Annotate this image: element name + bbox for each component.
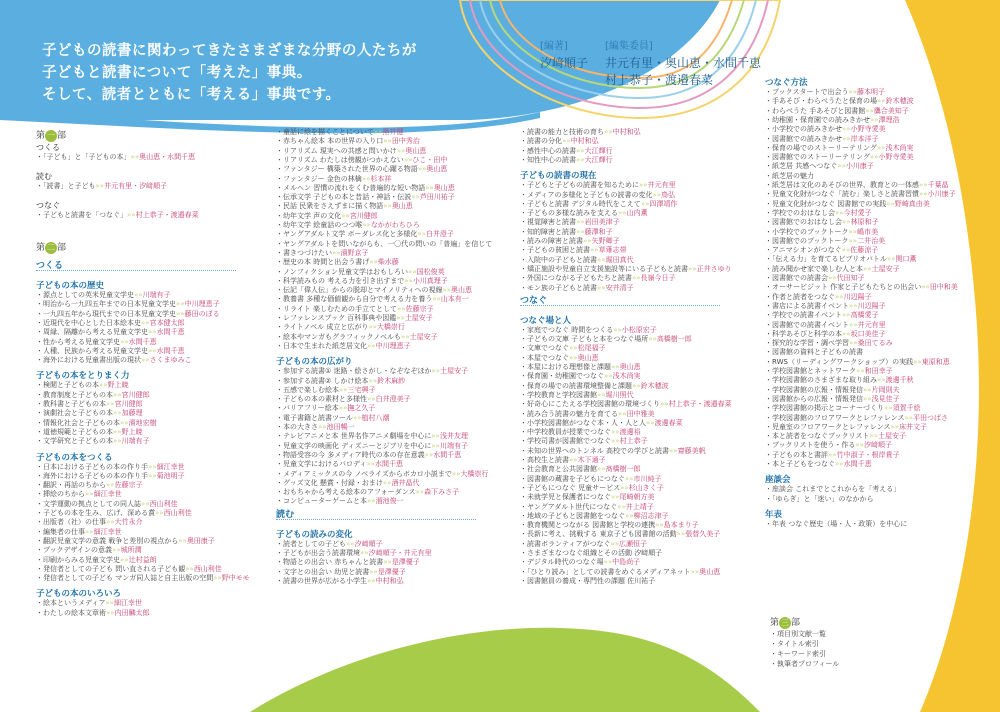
contents-entry: ・読み合う読書の魅力を育てる»»田中雅美: [520, 409, 655, 418]
contents-entry: ・作者と読者をつなぐ»»川辺陽子: [765, 292, 872, 301]
contents-entry: ・知的障害と読書»»藤澤和子: [520, 227, 613, 236]
contents-entry: ・感性中心の読書»»大江輝行: [520, 146, 613, 155]
category-heading: 子どもの読書の現在: [520, 171, 597, 182]
contents-entry: ・バリアフリー絵本»»撫之久子: [276, 404, 376, 413]
contents-entry: ・テレビアニメと本 世界名作アニメ劇場を中心に»»浅井友理: [276, 432, 468, 441]
contents-entry: ・伝承文学 子どもの本と昔話・神話・伝説»»芦田川祐子: [276, 193, 455, 202]
contents-entry: ・レファレンスブック 百科事典や図鑑»»土屋安子: [276, 314, 433, 322]
committee: [605, 38, 761, 89]
contents-entry: ・民話 民衆をさえずまに描く物語»»奥山恵: [276, 202, 413, 211]
contents-entry: ・社会教育と公共図書館»»髙橋樹一郎: [520, 465, 641, 474]
contents-entry: ・小学校でのブックトーク»»嶋市美: [765, 227, 879, 236]
contents-entry: ・わたしの絵本文章術»»内田麟太郎: [36, 608, 150, 617]
contents-entry: ・児童室のフロアワークとレファレンス»»床井文子: [765, 422, 928, 431]
contents-entry: ・「ひとり読み」としての読書をめぐるメディアネット»»奥山恵: [520, 567, 721, 576]
contents-entry: ・翻訳児童文学の意義 戦争と差別の視点から»»奥田康子: [36, 536, 215, 545]
tagline-line: 子どもと読書について「考えた」事典。: [42, 65, 312, 81]
section-divider: [276, 519, 476, 520]
committee-members: 村上恭子・渡邉春菜: [605, 73, 714, 87]
category-heading: 子どもの本をとりまく力: [36, 371, 130, 382]
committee-members: 井元有里・奥山恵・水間千恵: [605, 56, 762, 70]
contents-entry: ・教科書と子どもの本»»宮川健郎: [36, 400, 143, 408]
contents-entry: ・子どもの文庫 子どもと本をつなぐ場所»»高橋樹一郎: [520, 335, 692, 344]
contents-entry: ・伝記「偉人伝」からの脱却とマイノリティへの視線»»奥山恵: [276, 286, 473, 295]
contents-entry: ・図書館からの広報・情報発信»»浅見佳子: [765, 394, 900, 403]
part-number-badge: 三: [781, 617, 790, 627]
appendix-entry: ・執筆者プロフィール: [770, 660, 840, 668]
contents-entry: ・文学運動の拠点としての同人誌»»西山利佳: [36, 499, 178, 508]
section-heading: つなぐ: [520, 295, 548, 306]
contents-entry: ・アニマシオンがつなぐ»»佐藤涼子: [765, 246, 879, 255]
contents-entry: ・メディアミックスの今 ノベライズからボカロ小説まで»»大橋崇行: [276, 469, 489, 478]
contents-entry: ・メディアの多様化と子どもの読書の変化»»鳥弘: [520, 190, 676, 199]
contents-entry: ・リライト 楽しむための手立てとして»»佐藤宗子: [276, 304, 434, 313]
contents-entry: ・物語受容の今 多メディア時代の本の存在意義»»水間千恵: [276, 450, 462, 459]
contents-entry: ・知性中心の読書»»大江輝行: [520, 155, 613, 164]
contents-entry: ・デジタル時代のつなぐ場»»中島尚子: [520, 558, 641, 567]
contents-entry: ・「読書」と子ども»»井元有里・汐﨑順子: [36, 182, 168, 190]
contents-entry: ・学校図書館の掲示とコーナーづくり»»須賀千絵: [765, 404, 921, 413]
category-heading: 子どもの本の広がり: [276, 357, 353, 368]
contents-entry: ・コンピューターゲームと本»»溜池俊一: [276, 497, 404, 506]
contents-entry: ・日本における子どもの本の作り手»»細江幸世: [36, 462, 185, 471]
section-divider: [520, 305, 720, 306]
contents-entry: ・「ゆらぎ」と「迷い」のなかから: [765, 494, 874, 503]
contents-entry: ・ファンタジー 構築された世界の心躍る物語»»奥山恵: [276, 165, 448, 174]
contents-entry: ・読書の能力と技術の育ち»»中村和弘: [520, 128, 641, 136]
contents-entry: ・赤ちゃん絵本 本の世界の入り口»»田中秀治: [276, 137, 420, 146]
contents-entry: ・高校生と読書»»木下通子: [520, 456, 606, 464]
contents-entry: ・幼年文学 声の文化»»宮川健郎: [276, 211, 378, 220]
contents-entry: ・子どもの多様な読みを支える»»山内薫: [520, 209, 648, 218]
contents-entry: ・ブックデザインの意義»»城所潤: [36, 546, 142, 555]
contents-entry: ・電子書籍と読書ツール»»植村八潮: [276, 413, 390, 422]
contents-entry: ・保育の場でのストーリーテリング»»浅木尚実: [765, 143, 914, 152]
tagline: [42, 40, 417, 106]
contents-entry: ・矯正施設や児童自立支援施設等にいる子どもと読書»»正井さゆり: [520, 264, 732, 273]
contents-entry: ・読みの障害と読書»»矢野卿子: [520, 237, 620, 245]
part1-subheading: つくる: [36, 143, 60, 152]
contents-entry: ・性から考える児童文学史»»水間千恵: [36, 337, 157, 346]
contents-entry: ・教育制度と子どもの本»»宮川健郎: [36, 390, 150, 399]
section-heading: つくる: [36, 261, 64, 271]
contents-entry: ・文学研究と子どもの本»»川端有子: [36, 437, 150, 446]
contents-entry: ・児童文学におけるパロディ»»水間千恵: [276, 460, 404, 469]
contents-entry: ・五感で楽しむ絵本»»三宅興子: [276, 385, 376, 394]
contents-entry: ・ブックリストを使う・作る»»汐﨑順子: [765, 441, 892, 450]
contents-entry: ・発信者としての子ども マンガ同人誌と自主出版の空間»»野中モモ: [36, 574, 250, 583]
contents-entry: ・年表 つなぐ歴史（場・人・政策）を中心に: [765, 519, 908, 528]
contents-entry: ・ヤングアダルト世代につなぐ»»井上靖子: [520, 502, 654, 511]
contents-entry: ・学校図書館のフロアワークとレファレンス»»平田つばさ: [765, 413, 949, 422]
contents-entry: ・未知の世界へのトンネル 高校での学びと読書»»齋藤美帆: [520, 446, 706, 455]
contents-entry: ・「伝える力」を育てるビブリオバトル»»関口薫: [765, 255, 917, 264]
contents-entry: ・地域の子どもと図書館をつなぐ»»柳沼志津子: [520, 511, 669, 520]
contents-entry: ・図書館での読書会»»代田知子: [765, 274, 865, 282]
contents-entry: ・図書館での読書イベント»»井元有里: [765, 320, 886, 329]
contents-entry: ・図書館での読みきかせ»»岸本洋子: [765, 134, 879, 143]
appendix-entry: ・項目別文献一覧: [770, 630, 826, 638]
contents-entry: ・未就学児と保護者につなぐ»»尾崎朝方美: [520, 493, 655, 502]
contents-entry: ・科学あそびと科学の本»»坂口美佳子: [765, 329, 886, 338]
contents-entry: ・日本で生まれた紙芝居文化»»中川理恵子: [276, 341, 411, 350]
contents-entry: ・子どもの本を生み、広げ、深める賞»»西山利佳: [36, 509, 192, 517]
contents-entry: ・中学校教員が授業でつなぐ»»渡邊裕: [520, 428, 641, 437]
part-number-badge: 一: [47, 130, 56, 140]
tagline-line: そして、読者とともに「考える」事典です。: [42, 87, 341, 103]
contents-entry: ・歴史の本 時間と出会う書げ»»柴水藤: [276, 258, 399, 267]
part1-heading: 第 一 部: [36, 130, 67, 141]
contents-entry: ・ファンタジー 金色の林檎»»杉本祥: [276, 174, 392, 183]
contents-entry: ・翻訳・再話のちから»»佐藤宗子: [36, 481, 143, 490]
section-heading: 読む: [276, 509, 295, 520]
contents-entry: ・図書館の資料と子どもの読書: [765, 348, 863, 357]
contents-entry: ・源点としての英米児童文学史»»川端有子: [36, 291, 171, 299]
contents-entry: ・物語との出会い 赤ちゃんと読書»»是澤優子: [276, 558, 420, 567]
contents-entry: ・家庭でつなぐ 時間をつくる»»小松原宏子: [520, 325, 657, 334]
contents-entry: ・モン族の子どもと読書»»安井清子: [520, 283, 634, 292]
contents-entry: ・道徳規範と子どもの本»»野上暁: [36, 427, 143, 436]
contents-entry: ・児童文化財がつなぐ「読む」楽しさと読書習慣»»小川康子: [765, 190, 956, 199]
contents-entry: ・本の大きさ»»池田暢一: [276, 423, 355, 431]
contents-entry: ・絵本やマンガもグラフィックノベルも»»土屋安子: [276, 332, 438, 341]
contents-entry: ・メルヘン 習慣の流れをくむ普遍的な短い物語»»奥山恵: [276, 183, 455, 192]
part1-subheading: つなぐ: [36, 201, 60, 210]
chief-editor: 汐﨑順子: [540, 56, 589, 70]
part3-heading: 第 三 部: [770, 617, 801, 628]
contents-entry: ・検閲と子どもの本»»野上暁: [36, 381, 129, 390]
contents-entry: ・周縁、隔離から考える児童文学史»»水間千恵: [36, 328, 185, 337]
contents-entry: ・読書ボランティアがつなぐ»»広瀬恒子: [520, 539, 648, 548]
category-heading: つなぐ方法: [765, 78, 808, 88]
contents-entry: ・学校でのおはなし会»»今村愛子: [765, 208, 872, 217]
contents-entry: ・発信者としての子ども 問い直される子ども観»»西山利佳: [36, 564, 222, 573]
contents-entry: ・人種、民族から考える児童文学史»»水間千恵: [36, 346, 185, 355]
contents-entry: ・図書館の蔵書を子どもにつなぐ»»市川純子: [520, 474, 662, 483]
contents-entry: ・子どもと読書を「つなぐ」»»村上恭子・渡邉春菜: [36, 211, 199, 219]
contents-entry: ・保育園・幼稚園でつなぐ»»浅木尚実: [520, 372, 641, 381]
contents-entry: ・好奇心にこたえる学校図書館の環境づくり»»村上恭子・渡邉春菜: [520, 400, 732, 409]
contents-entry: ・学校司書が図書館でつなぐ»»村上恭子: [520, 437, 648, 446]
contents-entry: ・参加する読書② しかけ絵本»»鈴木麻紗: [276, 376, 406, 385]
contents-entry: ・視覚障害と読書»»岩田美津子: [520, 218, 620, 227]
contents-entry: ・入院中の子どもと読書»»堀田真代: [520, 255, 634, 264]
contents-entry: ・読書の世界が広がる小学生»»中村和弘: [276, 576, 404, 585]
contents-entry: ・近現代を中心とした日本絵本史»»宮本健太郎: [36, 318, 185, 327]
contents-entry: ・グッズ文化 懸賞・付録・おまけ»»酒井晶代: [276, 478, 420, 487]
contents-entry: ・小学校図書館がつなぐ本・人・人と人»»渡邊春菜: [520, 418, 683, 427]
contents-entry: ・明治から一九四五年までの日本児童文学史»»中川理恵子: [36, 300, 220, 309]
contents-entry: ・「子ども」と「子どもの本」»»奥山恵・水間千恵: [36, 153, 196, 161]
contents-entry: ・手あそび・わらべうたと保育の場»»鈴木穂波: [765, 97, 914, 106]
contents-entry: ・子どもにつなぐ 児童サービス»»杉山きく子: [520, 483, 664, 492]
contents-entry: ・ノンフィクション児童文学はおもしろい»»国松俊英: [276, 267, 445, 276]
contents-entry: ・ブックスタートで出会う»»藤本明子: [765, 88, 886, 96]
contents-entry: ・わらべうた 手あそびと図書館»»鷹合美知子: [765, 106, 909, 115]
contents-entry: ・子どもが出会う読書環境»»汐﨑順子・井元有里: [276, 549, 432, 557]
contents-entry: ・本屋における理想像と課題»»奥山恵: [520, 363, 641, 371]
contents-entry: ・外国につながる子どもたちと読書»»長嶺今日子: [520, 274, 676, 283]
contents-entry: ・印刷からみる児童文学史»»辻村益朗: [36, 555, 157, 564]
contents-entry: ・書きつづけたい»»濱野京子: [276, 248, 369, 257]
chief-editor-label: [編著]: [540, 41, 568, 52]
contents-entry: ・読書の分化»»中村和弘: [520, 137, 599, 146]
contents-entry: ・ヤングアダルトを問いながらも、一〇代の問いの「普遍」を信じて: [276, 239, 493, 248]
contents-entry: ・図書館員の養成・専門性の課題 佐川祐子: [520, 576, 656, 585]
contents-entry: ・探究的な学習・調べ学習»»桑田てるみ: [765, 339, 893, 348]
contents-entry: ・演劇社会と子どもの本»»加藤理: [36, 409, 143, 418]
contents-entry: ・図書館でのブックトーク»»二井治美: [765, 236, 886, 245]
contents-entry: ・児童文学の映画化 ディズニーとジブリを中心に»»川端有子: [276, 441, 468, 450]
contents-entry: ・童話に絵を描くことについて»»黒井健: [276, 128, 404, 136]
category-heading: 年表: [765, 509, 783, 520]
appendix-entry: ・キーワード索引: [770, 650, 826, 658]
contents-entry: ・読み聞かせ家で楽しむ人と本»»土屋安子: [765, 264, 900, 273]
contents-entry: ・図書館でのストーリーテリング»»小野寺愛美: [765, 153, 914, 162]
part2-heading: 第 二 部: [36, 242, 67, 253]
contents-entry: ・一九四五年から現代までの日本児童文学史»»藤田のぼる: [36, 309, 220, 318]
contents-entry: ・リアリズム 現実への共感と問いかけ»»奥山恵: [276, 146, 427, 155]
contents-entry: ・文庫でつなぐ»»松尾福子: [520, 344, 606, 353]
contents-entry: ・教養書 多種な価値観から自分で考える力を養う»»山本有一: [276, 295, 469, 304]
contents-entry: ・本と読者をつなぐブックリスト»»土屋安子: [765, 432, 906, 441]
category-heading: 子どもの本のいろいろ: [36, 589, 122, 600]
contents-entry: ・学校図書館のさまざまな取り組み»»渡邊千秋: [765, 376, 914, 385]
contents-entry: ・子どもと子どもの読書を知るために»»井元有里: [520, 181, 676, 190]
contents-entry: ・出版者（社）の仕事»»大竹永介: [36, 518, 143, 527]
category-heading: 子どもの読みの変化: [276, 529, 353, 540]
contents-entry: ・幼年文学 絵童話のつつ喉»»なかがわちひろ: [276, 221, 420, 229]
tagline-line: 子どもの読書に関わってきたさまざまな分野の人たちが: [42, 43, 417, 59]
contents-entry: ・ヤングアダルト文学 ボーダレス化と多様化»»白井澄子: [276, 230, 454, 239]
contents-entry: ・学校図書館の広報・情報発信»»片岡則夫: [765, 385, 900, 394]
editors: [540, 38, 588, 72]
contents-entry: ・本と子どもをつなぐ»»水間千恵: [765, 460, 872, 468]
contents-entry: ・海外における子どもの本の作り手»»菊池明子: [36, 471, 185, 480]
committee-label: [編集委員]: [605, 41, 653, 52]
contents-entry: ・学校教育と学校図書館»»堀川照代: [520, 390, 634, 399]
part1-subheading: 読む: [36, 172, 52, 181]
contents-entry: ・科学読みもの 考える力を引き出すまで»»小川真理子: [276, 276, 448, 285]
contents-entry: ・読者としての子ども»»汐﨑順子: [276, 539, 383, 548]
category-heading: 子どもの本をつくる: [36, 452, 113, 463]
contents-entry: ・子どもの本の素材と多様性»»白井澄美子: [276, 395, 411, 404]
contents-entry: ・本屋でつなぐ»»奥山恵: [520, 353, 599, 362]
contents-entry: ・RWS（リーディングワークショップ）の実践»»東原和恵: [765, 357, 950, 366]
contents-entry: ・保育の場での読書環境整備と課題»»鈴木穂波: [520, 381, 669, 390]
contents-entry: ・参加する読書① 迷路・絵さがし・なぞなぞほか»»土屋安子: [276, 367, 469, 376]
contents-entry: ・リアリズム わたしは傍観がつかえない»»ひこ・田中: [276, 155, 448, 164]
category-heading: つなぐ場と人: [520, 315, 572, 326]
category-heading: 座談会: [765, 475, 791, 486]
contents-entry: ・子どもの本と書評»»竹中淑子・根岸貴子: [765, 450, 900, 459]
contents-entry: ・図書館でのおはなし会»»林原和子: [765, 218, 879, 227]
contents-entry: ・子どもと読書 デジタル時代をこえて»»四澤靖作: [520, 199, 678, 208]
contents-entry: ・長新に考え、挑戦する 東京子ども図書館の活動»»張替久美子: [520, 530, 721, 539]
contents-entry: ・学校での読書イベント»»高橋愛子: [765, 311, 879, 320]
contents-entry: ・絵本というメディア»»細江幸世: [36, 599, 143, 608]
contents-entry: ・オーサービジット 作家と子どもたちとの出会い»»田中和美: [765, 283, 958, 292]
contents-entry: ・紙芝居の魅力: [765, 171, 814, 180]
contents-entry: ・教育機関とつながる 図書館と学校の連携»»島本まり子: [520, 521, 699, 530]
contents-entry: ・子どもの貧困と読書»»草薙志帯: [520, 246, 627, 255]
contents-entry: ・児童文化財がつなぐ 図書館での実践»»野崎真由美: [765, 199, 930, 208]
contents-entry: ・紙芝居 共感へつなぐ»»小川康子: [765, 162, 874, 171]
contents-entry: ・小学校での読みきかせ»»小野寺愛美: [765, 125, 886, 134]
contents-entry: ・ライトノベル 成立と広がり»»大橋崇行: [276, 323, 405, 332]
part-number-badge: 二: [47, 242, 56, 252]
contents-entry: ・座談会 これまでとこれからを「考える」: [765, 485, 901, 494]
contents-entry: ・学校図書館とネットワーク»»和田幸子: [765, 367, 893, 375]
contents-entry: ・編集者の仕事»»細江幸世: [36, 527, 122, 536]
contents-entry: ・海外における児童書出版の現状»»さくまゆみこ: [36, 356, 192, 365]
contents-entry: ・さまざまなつなぐ組織とその活動 汐﨑順子: [520, 549, 663, 557]
contents-entry: ・情報化社会と子どもの本»»濱地宏樹: [36, 418, 157, 427]
contents-entry: ・幼稚園・保育園での読みきかせ»»澤理浩: [765, 115, 900, 124]
contents-entry: ・紙芝居は文化のあそびの世界、教育との一体感»»千葉晶: [765, 181, 949, 189]
contents-entry: ・挿絵のちから»»細江幸世: [36, 490, 122, 499]
appendix-entry: ・タイトル索引: [770, 640, 819, 648]
section-divider: [36, 270, 236, 271]
contents-entry: ・文字との出会い 幼児と読書»»是澤優子: [276, 567, 406, 576]
category-heading: 子どもの本の歴史: [36, 281, 105, 291]
contents-entry: ・書店による読書イベント»»川辺陽子: [765, 301, 886, 310]
contents-entry: ・おもちゃから考える絵本のアフォーダンス»»森下みさ子: [276, 488, 460, 497]
